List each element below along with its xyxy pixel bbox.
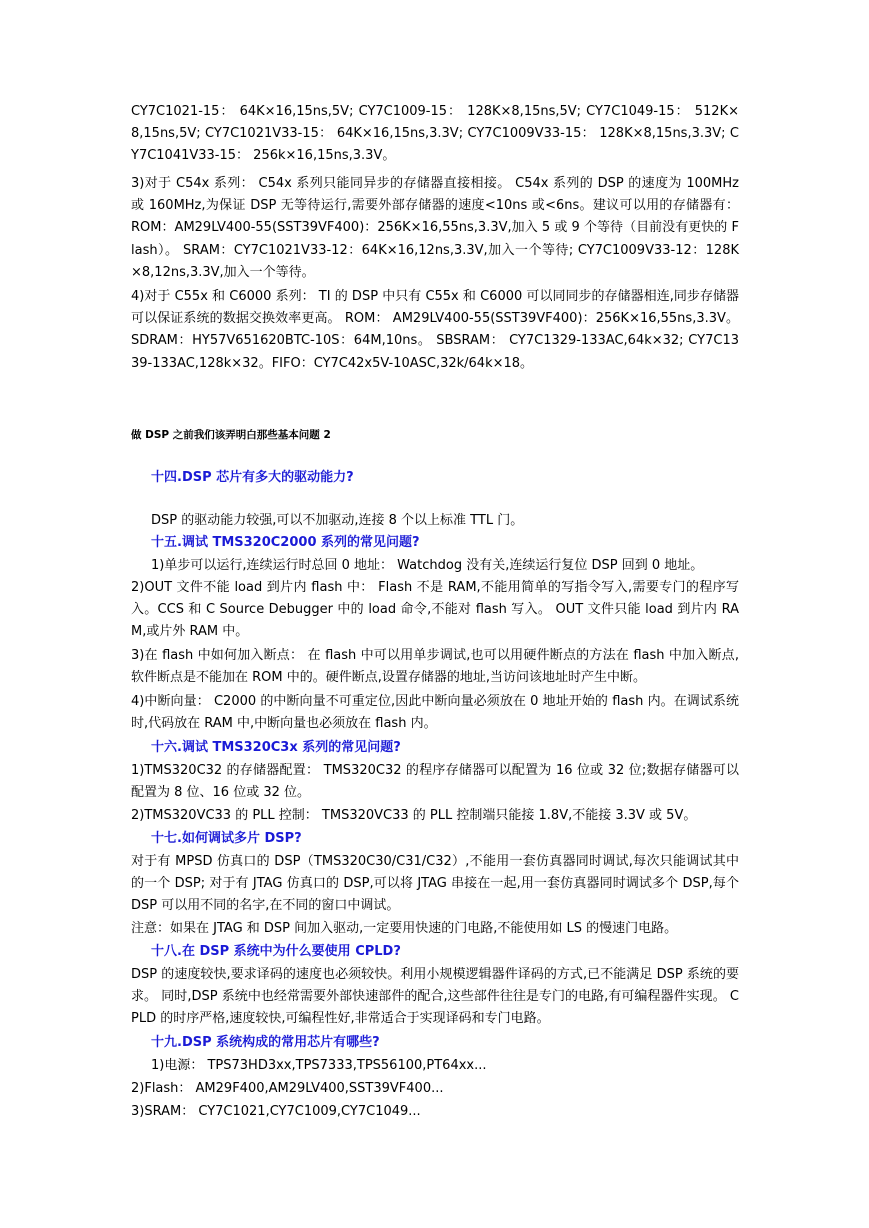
q17-note: 注意：如果在 JTAG 和 DSP 间加入驱动,一定要用快速的门电路,不能使用如 LS 的慢速门电路。	[131, 921, 678, 936]
q19-p2: 2)Flash： AM29F400,AM29LV400,SST39VF400...	[131, 1081, 444, 1096]
section-title: 做 DSP 之前我们该弄明白那些基本问题 2	[131, 429, 331, 441]
c54x-paragraph: 3)对于 C54x 系列： C54x 系列只能同异步的存储器直接相接。 C54x 系列的 DSP 的速度为 100MHz 或 160MHz,为保证 DSP 无等待运行,需要外部存储器的速度<10ns 或<6ns。建议可以用的存储器有： ROM：AM29LV400-55(SST39VF400)：256K×16,55ns,3.3V,加入 5 或 9 个等待（目前没有更快的 Flash）。 SRAM：CY7C1021V33-12：64K×16,12ns,3.3V,加入一个等待; CY7C1009V33-12：128K×8,12ns,3.3V,加入一个等待。	[131, 176, 739, 280]
q14-heading: 十四.DSP 芯片有多大的驱动能力?	[151, 470, 354, 485]
q19-heading: 十九.DSP 系统构成的常用芯片有哪些?	[151, 1035, 380, 1050]
q19-p3: 3)SRAM： CY7C1021,CY7C1009,CY7C1049...	[131, 1104, 421, 1119]
q17-p1: 对于有 MPSD 仿真口的 DSP（TMS320C30/C31/C32）,不能用一套仿真器同时调试,每次只能调试其中的一个 DSP; 对于有 JTAG 仿真口的 DSP,可以将 JTAG 串接在一起,用一套仿真器同时调试多个 DSP,每个 DSP 可以用不同的名字,在不同的窗口中调试。	[131, 854, 739, 914]
q15-p3: 3)在 flash 中如何加入断点： 在 flash 中可以用单步调试,也可以用硬件断点的方法在 flash 中加入断点,软件断点是不能加在 ROM 中的。硬件断点,设置存储器的地址,当访问该地址时产生中断。	[131, 648, 739, 686]
q16-p2: 2)TMS320VC33 的 PLL 控制： TMS320VC33 的 PLL 控制端只能接 1.8V,不能接 3.3V 或 5V。	[131, 808, 697, 823]
q15-p2: 2)OUT 文件不能 load 到片内 flash 中： Flash 不是 RAM,不能用简单的写指令写入,需要专门的程序写入。CCS 和 C Source Debugger 中的 load 命令,不能对 flash 写入。 OUT 文件只能 load 到片内 RAM,或片外 RAM 中。	[131, 580, 739, 640]
q15-p4: 4)中断向量： C2000 的中断向量不可重定位,因此中断向量必须放在 0 地址开始的 flash 内。在调试系统时,代码放在 RAM 中,中断向量也必须放在 flash 内。	[131, 694, 739, 732]
q19-p1: 1)电源： TPS73HD3xx,TPS7333,TPS56100,PT64xx...	[151, 1058, 487, 1073]
q17-heading: 十七.如何调试多片 DSP?	[151, 831, 302, 846]
q15-p1: 1)单步可以运行,连续运行时总回 0 地址： Watchdog 没有关,连续运行复位 DSP 回到 0 地址。	[151, 558, 704, 573]
sram-list-paragraph: CY7C1021-15： 64K×16,15ns,5V; CY7C1009-15： 128K×8,15ns,5V; CY7C1049-15： 512K×8,15ns,5V; CY7C1021V33-15： 64K×16,15ns,3.3V; CY7C1009V33-15： 128K×8,15ns,3.3V; CY7C1041V33-15： 256k×16,15ns,3.3V。	[131, 104, 739, 164]
q18-heading: 十八.在 DSP 系统中为什么要使用 CPLD?	[151, 944, 401, 959]
c55x-paragraph: 4)对于 C55x 和 C6000 系列： TI 的 DSP 中只有 C55x 和 C6000 可以同同步的存储器相连,同步存储器可以保证系统的数据交换效率更高。 ROM： AM29LV400-55(SST39VF400)：256K×16,55ns,3.3V。 SDRAM：HY57V651620BTC-10S：64M,10ns。 SBSRAM： CY7C1329-133AC,64k×32; CY7C1339-133AC,128k×32。FIFO：CY7C42x5V-10ASC,32k/64k×18。	[131, 289, 739, 371]
q18-p1: DSP 的速度较快,要求译码的速度也必须较快。利用小规模逻辑器件译码的方式,已不能满足 DSP 系统的要求。 同时,DSP 系统中也经常需要外部快速部件的配合,这些部件往往是专门的电路,有可编程器件实现。 CPLD 的时序严格,速度较快,可编程性好,非常适合于实现译码和专门电路。	[131, 967, 739, 1027]
q16-heading: 十六.调试 TMS320C3x 系列的常见问题?	[151, 740, 401, 755]
q14-answer: DSP 的驱动能力较强,可以不加驱动,连接 8 个以上标准 TTL 门。	[151, 513, 524, 528]
q16-p1: 1)TMS320C32 的存储器配置： TMS320C32 的程序存储器可以配置为 16 位或 32 位;数据存储器可以配置为 8 位、16 位或 32 位。	[131, 763, 739, 801]
q15-heading: 十五.调试 TMS320C2000 系列的常见问题?	[151, 535, 420, 550]
